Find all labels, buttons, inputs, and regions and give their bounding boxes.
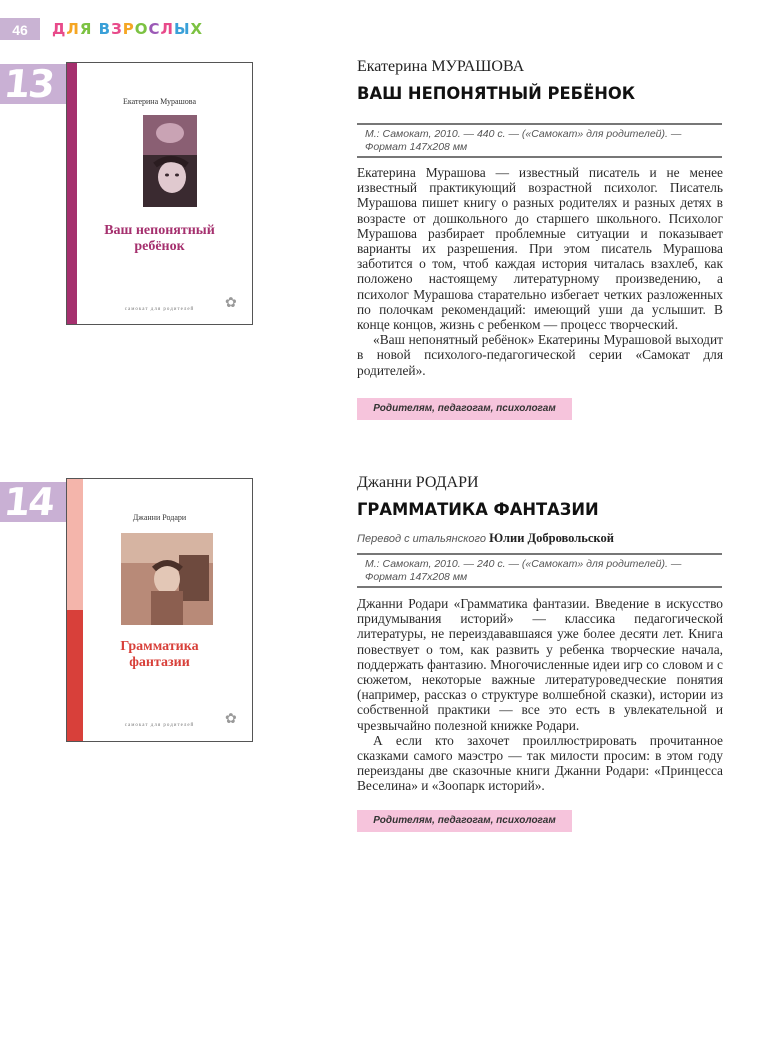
entry-description	[357, 165, 723, 378]
cover-photo	[121, 533, 213, 625]
cover-title	[67, 223, 252, 255]
section-title-letter: Я	[79, 20, 93, 38]
publication-info: М.: Самокат, 2010. — 240 с. — («Самокат» для родителей). — Формат 147х208 мм	[357, 553, 722, 588]
section-title-letter: С	[148, 20, 161, 38]
section-title-letter: Д	[52, 20, 67, 38]
book-cover	[66, 62, 253, 325]
section-title	[52, 20, 203, 38]
section-title-letter: Л	[66, 20, 80, 38]
section-title-letter: Р	[122, 20, 135, 38]
section-title-letter: З	[111, 20, 123, 38]
entry-description	[357, 596, 723, 794]
entry-number: 14	[1, 480, 56, 524]
cover-author: Екатерина Мурашова	[122, 97, 196, 106]
cover-title-line2: фантазии	[129, 655, 190, 670]
description-paragraph: Джанни Родари «Грамматика фантазии. Введение в искусство придумывания историй» — классика педагогической литературы, не переиздававшаяся уже более десяти лет. Книга повествует о том, как развить у ребенка творческие начала, поддержать фантазию. Многочисленные идеи игр со словом и с сюжетом, некоторые важные литературоведческие понятия (например, рассказ о структуре волшебной сказки), истории из собственной практики — все это есть в увлекательной и чрезвычайно полезной книжке Родари.	[357, 596, 723, 733]
book-cover	[66, 478, 253, 742]
page-number: 46	[0, 18, 40, 40]
cover-photo	[143, 115, 197, 207]
cover-author: Джанни Родари	[132, 513, 187, 522]
translator-line	[357, 531, 614, 546]
scooter-logo-icon: ✿	[225, 712, 237, 727]
scooter-logo-icon: ✿	[225, 296, 237, 311]
cover-title-line1: Грамматика	[120, 639, 199, 654]
cover-title-line1: Ваш непонятный	[104, 223, 215, 238]
entry-title: ГРАММАТИКА ФАНТАЗИИ	[357, 500, 599, 520]
entry-number-badge	[0, 482, 66, 522]
translator-label: Перевод с итальянского	[357, 533, 486, 545]
section-title-letter: В	[98, 20, 112, 38]
entry-author: Екатерина МУРАШОВА	[357, 58, 525, 75]
audience-tag: Родителям, педагогам, психологам	[357, 810, 572, 832]
description-paragraph: А если кто захочет проиллюстрировать прочитанное сказками самого маэстро — так милости просим: в этом году переизданы две сказочные книги Джанни Родари: «Принцесса Веселина» и «Зоопарк историй».	[357, 732, 723, 794]
section-title-letter: О	[134, 20, 149, 38]
audience-tag: Родителям, педагогам, психологам	[357, 398, 572, 420]
cover-title-line2: ребёнок	[134, 239, 185, 254]
entry-author: Джанни РОДАРИ	[357, 474, 479, 491]
publication-info: М.: Самокат, 2010. — 440 с. — («Самокат» для родителей). — Формат 147х208 мм	[357, 123, 722, 158]
entry-title: ВАШ НЕПОНЯТНЫЙ РЕБЁНОК	[357, 84, 636, 104]
section-title-letter: Л	[160, 20, 174, 38]
entry-number: 13	[1, 62, 56, 106]
section-title-letter: Ы	[173, 20, 191, 38]
description-paragraph: Екатерина Мурашова — известный писатель и не менее известный практикующий возрастной психолог. Писатель Мурашова пишет книгу о разных родителях и разных детях в возрасте от дошкольного до старшего школьного. Психолог Мурашова разбирает проблемные ситуации и показывает варианты их разрешения. При этом писатель Мурашова заботится о том, чтоб каждая история читалась взахлеб, как положено настоящему литературному произведению, а психолог Мурашова старательно избегает четких разложенных по полочкам рекомендаций: имеющий уши да услышит. В конце концов, жизнь с ребенком — процесс творческий.	[357, 165, 723, 333]
cover-series: самокат для родителей	[124, 307, 195, 312]
cover-series: самокат для родителей	[124, 723, 195, 728]
description-paragraph: «Ваш непонятный ребёнок» Екатерины Мурашовой выходит в новой психолого-педагогической серии «Самокат для родителей».	[357, 332, 723, 378]
entry-number-badge	[0, 64, 66, 104]
translator-name: Юлии Добровольской	[489, 531, 614, 545]
cover-title	[67, 639, 252, 671]
section-title-letter: Х	[190, 20, 204, 38]
